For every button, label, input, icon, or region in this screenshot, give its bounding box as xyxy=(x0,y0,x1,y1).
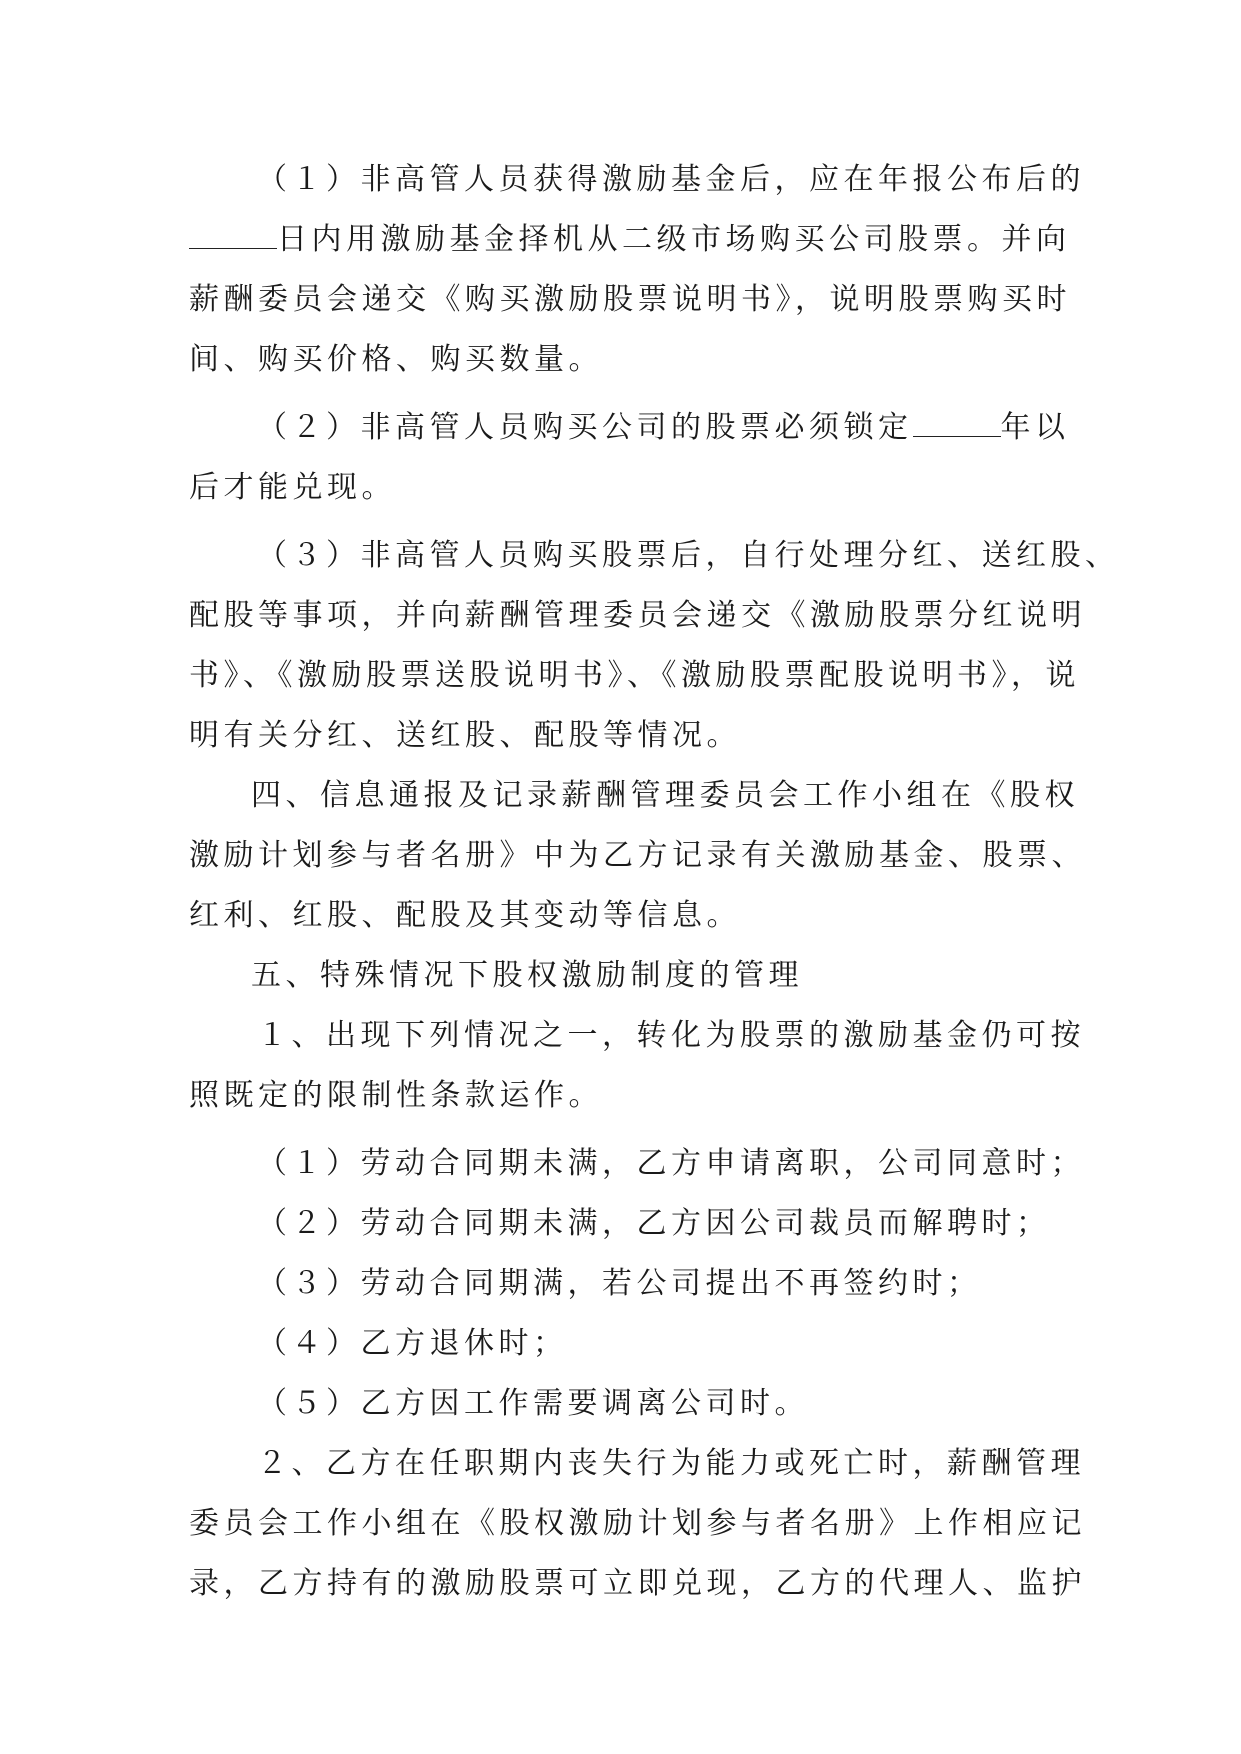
section-heading: 四、信息通报及记录薪酬管理委员会工作小组在《股权 xyxy=(251,778,1079,813)
text-line: 激励计划参与者名册》中为乙方记录有关激励基金、股票、 xyxy=(189,838,1086,873)
text-line: 薪酬委员会递交《购买激励股票说明书》，说明股票购买时 xyxy=(189,282,1071,317)
list-item: （５）乙方因工作需要调离公司时。 xyxy=(257,1386,809,1421)
text-line: 书》、《激励股票送股说明书》、《激励股票配股说明书》，说 xyxy=(189,658,1080,693)
text-line: 间、购买价格、购买数量。 xyxy=(189,342,603,377)
text-line: （１）非高管人员获得激励基金后，应在年报公布后的 xyxy=(257,162,1085,197)
text-line: 红利、红股、配股及其变动等信息。 xyxy=(189,898,741,933)
text-line: 明有关分红、送红股、配股等情况。 xyxy=(189,718,741,753)
list-item: （１）劳动合同期未满，乙方申请离职，公司同意时； xyxy=(257,1146,1085,1181)
text-line: 录，乙方持有的激励股票可立即兑现，乙方的代理人、监护 xyxy=(189,1566,1086,1601)
text-line: ２、乙方在任职期内丧失行为能力或死亡时，薪酬管理 xyxy=(257,1446,1085,1481)
text-line: 日内用激励基金择机从二级市场购买公司股票。并向 xyxy=(189,210,1069,270)
text-line: 委员会工作小组在《股权激励计划参与者名册》上作相应记 xyxy=(189,1506,1086,1541)
text-line: 后才能兑现。 xyxy=(189,470,396,505)
list-item: （４）乙方退休时； xyxy=(257,1326,568,1361)
fill-in-blank xyxy=(189,222,277,249)
text-line: 配股等事项，并向薪酬管理委员会递交《激励股票分红说明 xyxy=(189,598,1086,633)
text-line: 照既定的限制性条款运作。 xyxy=(189,1078,603,1113)
list-item: （２）劳动合同期未满，乙方因公司裁员而解聘时； xyxy=(257,1206,1051,1241)
section-heading: 五、特殊情况下股权激励制度的管理 xyxy=(251,958,803,993)
document-body xyxy=(189,150,1120,1614)
list-item: （３）劳动合同期满，若公司提出不再签约时； xyxy=(257,1266,982,1301)
text-line: １、出现下列情况之一，转化为股票的激励基金仍可按 xyxy=(257,1018,1085,1053)
text-line: （２）非高管人员购买公司的股票必须锁定 年以 xyxy=(257,410,1070,445)
fill-in-blank xyxy=(913,410,1001,437)
text-line: （３）非高管人员购买股票后，自行处理分红、送红股、 xyxy=(257,538,1120,573)
